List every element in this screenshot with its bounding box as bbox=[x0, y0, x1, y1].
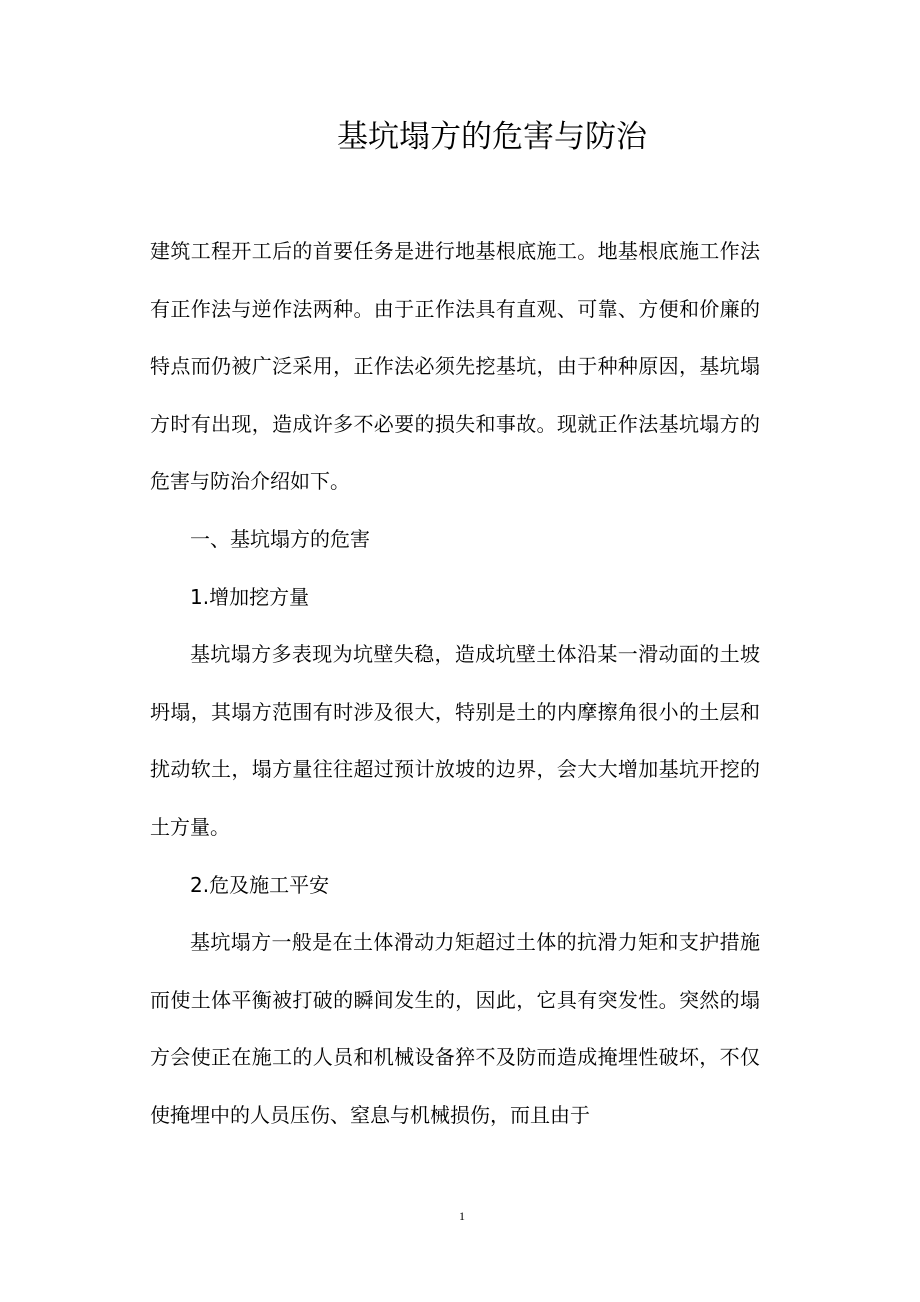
subheading-safety: 2.危及施工平安 bbox=[190, 872, 330, 897]
paragraph-safety: 基坑塌方一般是在土体滑动力矩超过土体的抗滑力矩和支护措施而使土体平衡被打破的瞬间发生的，因此，它具有突发性。突然的塌方会使正在施工的人员和机械设备猝不及防而造成掩埋性破坏，不仅使掩埋中的人员压伤、窒息与机械损伤，而且由于 bbox=[150, 930, 760, 1127]
document-title: 基坑塌方的危害与防治 bbox=[337, 119, 647, 155]
paragraph-intro: 建筑工程开工后的首要任务是进行地基根底施工。地基根底施工作法有正作法与逆作法两种。由于正作法具有直观、可靠、方便和价廉的特点而仍被广泛采用，正作法必须先挖基坑，由于种种原因，基坑塌方时有出现，造成许多不必要的损失和事故。现就正作法基坑塌方的危害与防治介绍如下。 bbox=[150, 239, 760, 494]
subheading-increase-excavation: 1.增加挖方量 bbox=[190, 584, 310, 609]
section-heading-hazards: 一、基坑塌方的危害 bbox=[190, 526, 370, 551]
page-number: 1 bbox=[459, 1209, 465, 1223]
document-body bbox=[150, 223, 760, 1145]
paragraph-increase-excavation: 基坑塌方多表现为坑壁失稳，造成坑壁土体沿某一滑动面的土坡坍塌，其塌方范围有时涉及很大，特别是土的内摩擦角很小的土层和扰动软土，塌方量往往超过预计放坡的边界，会大大增加基坑开挖的土方量。 bbox=[150, 642, 760, 839]
